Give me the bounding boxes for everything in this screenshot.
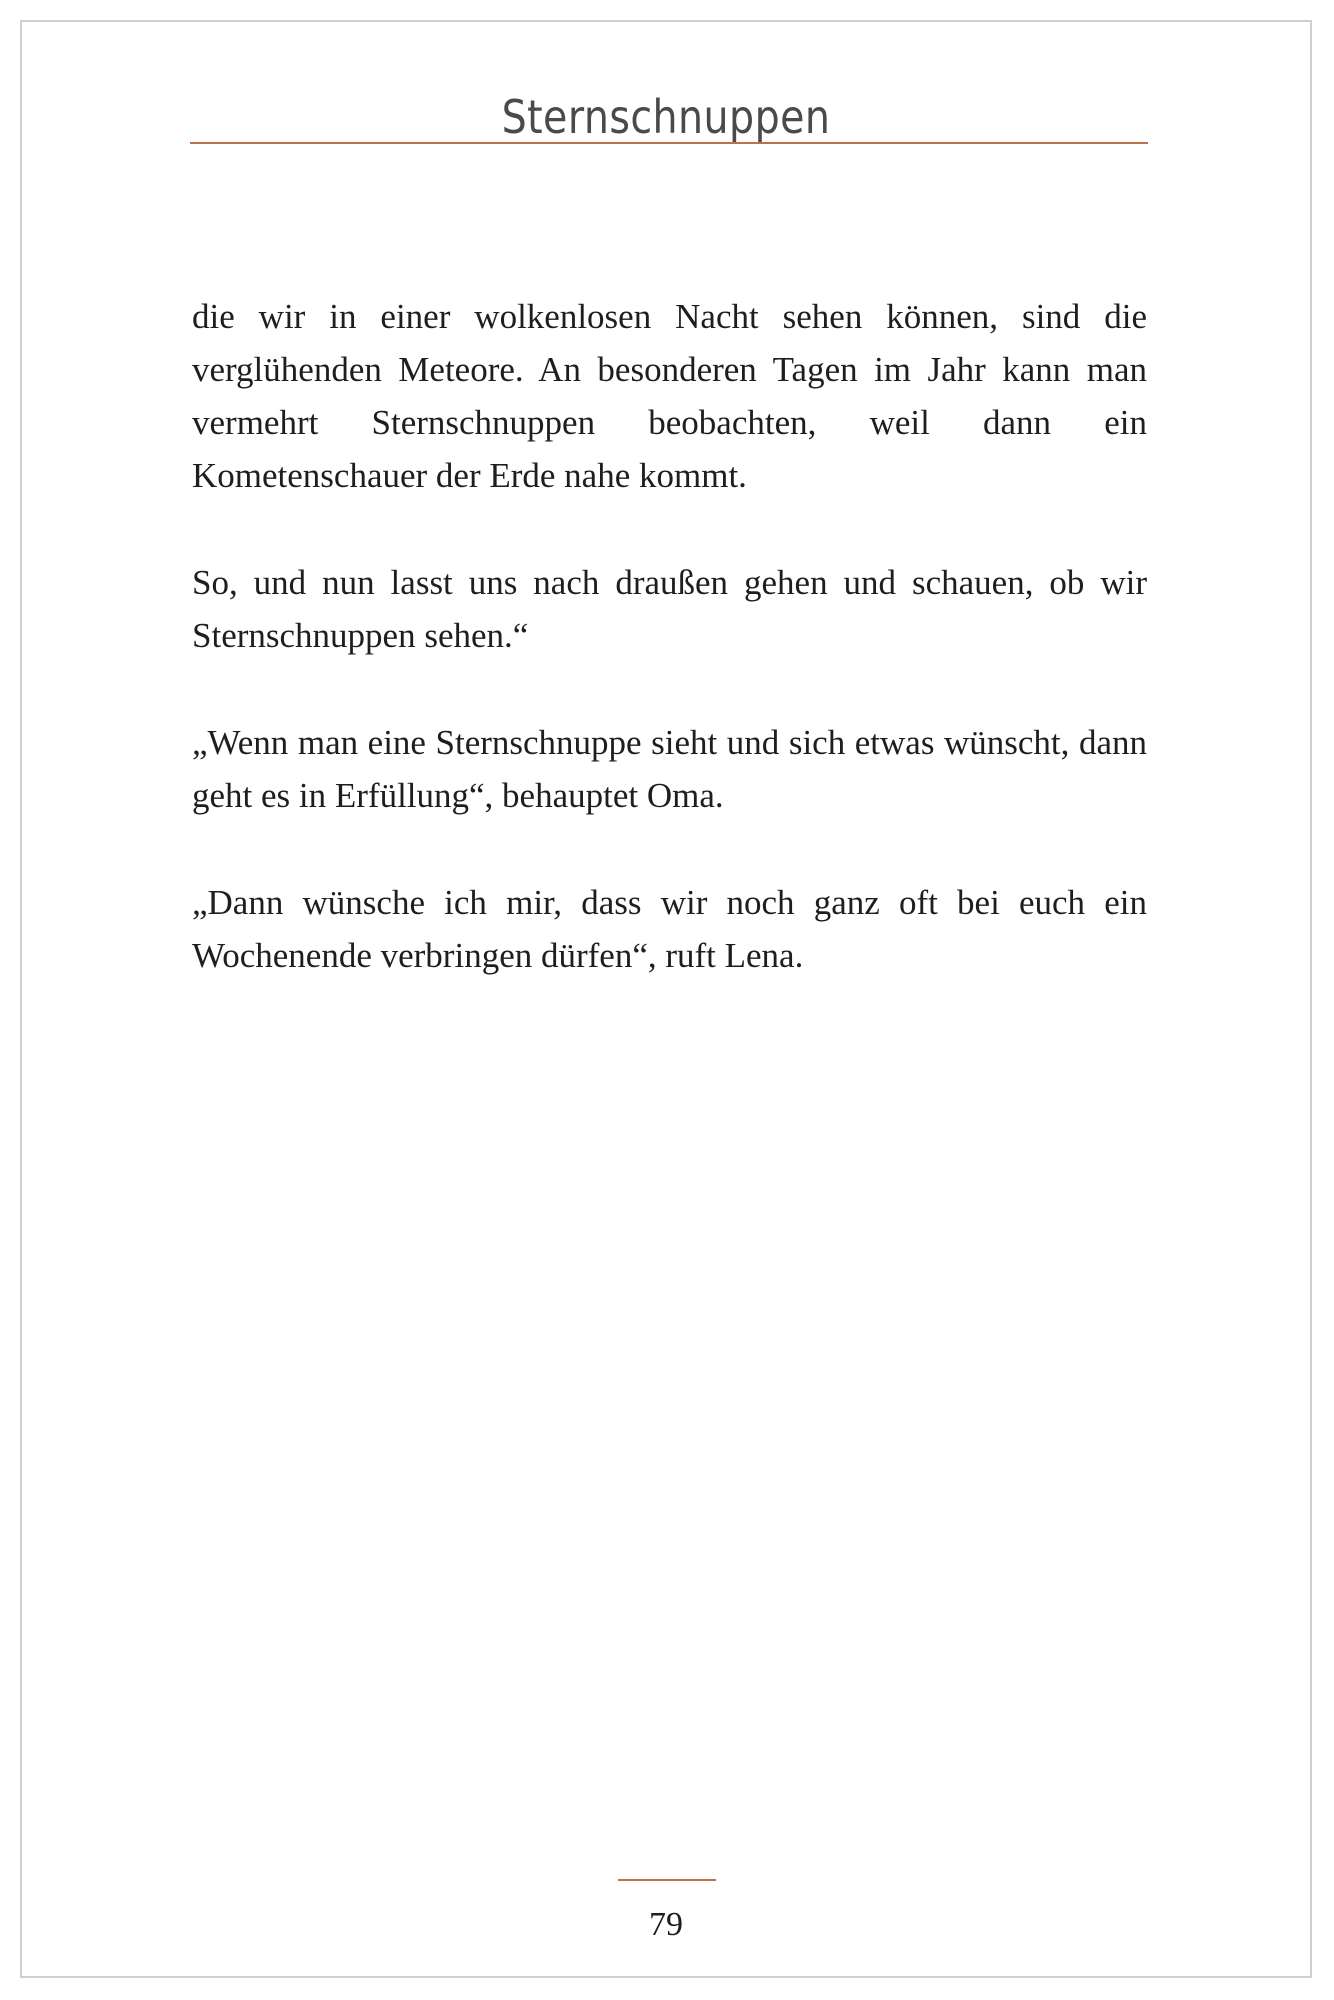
running-header-title: Sternschnuppen: [501, 90, 831, 144]
page-number: 79: [649, 1906, 683, 1943]
paragraph-3: „Wenn man eine Sternschnuppe sieht und sich etwas wünscht, dann geht es in Erfüllung“, behauptet Oma.: [192, 723, 1147, 815]
footer-rule: [618, 1879, 716, 1881]
header-rule: [190, 142, 1148, 144]
book-page: [20, 20, 1312, 1978]
paragraph-1: die wir in einer wolkenlosen Nacht sehen können, sind die verglühenden Meteore. An besonderen Tagen im Jahr kann man vermehrt Sternschnuppen beobachten, weil dann ein Kometenschauer der Erde nahe kommt.: [192, 297, 1147, 495]
body-text: [192, 290, 1147, 1036]
paragraph-2: So, und nun lasst uns nach draußen gehen und schauen, ob wir Sternschnuppen sehen.“: [192, 563, 1147, 655]
paragraph-4: „Dann wünsche ich mir, dass wir noch ganz oft bei euch ein Wochenende verbringen dürfen“, ruft Lena.: [192, 883, 1147, 975]
